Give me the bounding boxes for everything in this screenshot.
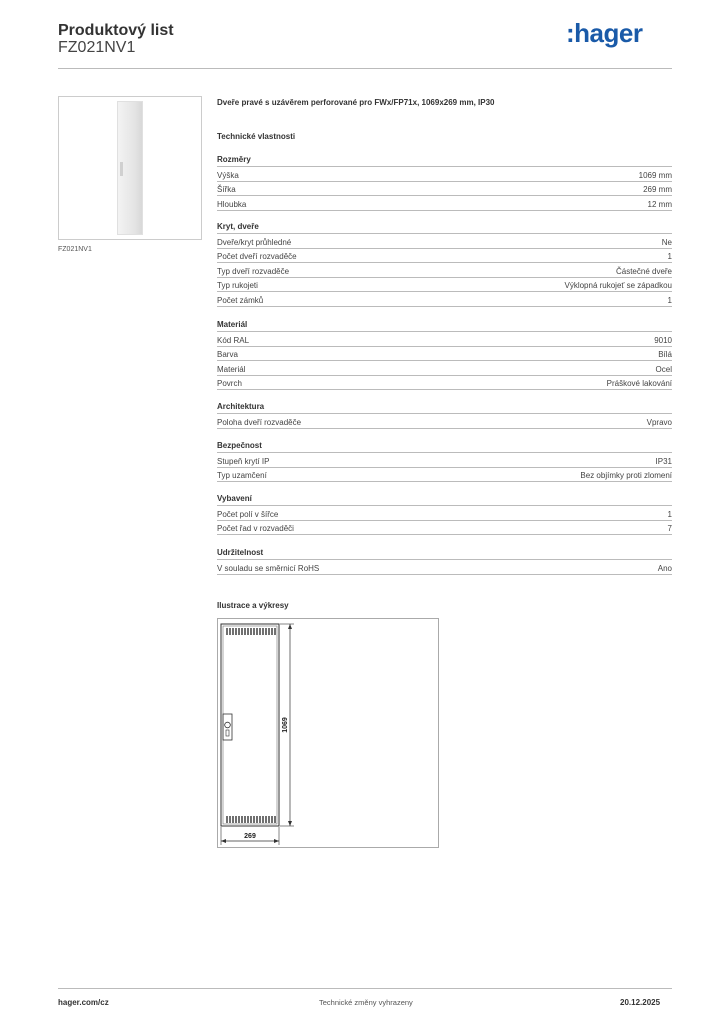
width-arrow-right	[274, 839, 279, 843]
spec-row	[217, 414, 672, 429]
door-image	[117, 101, 143, 235]
spec-value: Výklopná rukojeť se západkou	[564, 281, 672, 290]
section-equipment	[217, 494, 672, 535]
spec-label: Typ rukojeti	[217, 281, 258, 290]
section-title: Kryt, dveře	[217, 222, 672, 234]
spec-label: Poloha dveří rozvaděče	[217, 417, 302, 427]
spec-label: Typ dveří rozvaděče	[217, 266, 290, 276]
spec-row	[217, 521, 672, 536]
header-divider	[58, 68, 672, 69]
spec-value: Ano	[657, 563, 672, 573]
footer-date: 20.12.2025	[620, 998, 661, 1007]
section-title: Materiál	[217, 320, 672, 332]
spec-row	[217, 453, 672, 468]
spec-row	[217, 376, 672, 391]
spec-row	[217, 560, 672, 575]
section-material	[217, 320, 672, 390]
spec-label: Kód RAL	[217, 335, 250, 345]
page-title: Produktový list	[58, 22, 174, 39]
section-title: Rozměry	[217, 155, 672, 167]
spec-row	[217, 182, 672, 197]
footer-website-link[interactable]: hager.com/cz	[58, 998, 109, 1007]
section-sustainability	[217, 548, 672, 575]
footer-divider	[58, 988, 672, 989]
height-arrow-top	[288, 624, 292, 629]
spec-label: Hloubka	[217, 199, 247, 209]
spec-row	[217, 347, 672, 362]
spec-label: V souladu se směrnicí RoHS	[217, 563, 320, 573]
spec-row	[217, 506, 672, 521]
top-perforation	[227, 628, 275, 635]
product-code: FZ021NV1	[58, 39, 136, 56]
width-dim-label: 269	[244, 833, 256, 840]
spec-value: Částečné dveře	[615, 266, 672, 276]
illustrations-title: Ilustrace a výkresy	[217, 601, 289, 610]
spec-label: Materiál	[217, 364, 246, 374]
technical-drawing	[217, 618, 439, 848]
product-thumbnail	[58, 96, 202, 240]
spec-row	[217, 234, 672, 249]
door-drawing	[218, 619, 440, 849]
thumbnail-caption: FZ021NV1	[58, 246, 92, 253]
hager-logo[interactable]: :hager	[566, 18, 643, 48]
spec-value: Práškové lakování	[606, 379, 672, 388]
spec-label: Stupeň krytí IP	[217, 456, 270, 466]
spec-value: 1069 mm	[638, 170, 672, 180]
spec-label: Počet řad v rozvaděči	[217, 524, 294, 533]
spec-row	[217, 332, 672, 347]
spec-label: Počet zámků	[217, 295, 264, 305]
spec-value: IP31	[655, 456, 672, 466]
spec-row	[217, 361, 672, 376]
section-dimensions	[217, 155, 672, 211]
spec-row	[217, 468, 672, 483]
spec-label: Typ uzamčení	[217, 471, 267, 480]
spec-value: Vpravo	[646, 417, 672, 427]
door-inner-outline	[223, 626, 277, 824]
spec-row	[217, 167, 672, 182]
section-architecture	[217, 402, 672, 429]
tech-title: Technické vlastnosti	[217, 132, 296, 141]
width-arrow-left	[221, 839, 226, 843]
spec-label: Dveře/kryt průhledné	[217, 237, 292, 247]
spec-value: 269 mm	[643, 185, 672, 194]
spec-value: 12 mm	[647, 199, 672, 209]
footer-note: Technické změny vyhrazeny	[319, 998, 413, 1007]
spec-label: Povrch	[217, 379, 242, 388]
spec-value: 9010	[654, 335, 672, 345]
spec-label: Šířka	[217, 185, 236, 194]
section-title: Bezpečnost	[217, 441, 672, 453]
spec-label: Výška	[217, 170, 239, 180]
height-arrow-bottom	[288, 821, 292, 826]
spec-row	[217, 278, 672, 293]
lock-slot	[226, 730, 229, 736]
section-cover-door	[217, 222, 672, 307]
spec-row	[217, 249, 672, 264]
spec-value: 1	[667, 509, 672, 519]
spec-value: Bílá	[658, 350, 672, 359]
section-title: Vybavení	[217, 494, 672, 506]
spec-value: Ne	[661, 237, 672, 247]
spec-row	[217, 196, 672, 211]
lock-icon	[225, 722, 231, 728]
product-description: Dveře pravé s uzávěrem perforované pro FWx/FP71x, 1069x269 mm, IP30	[217, 98, 495, 107]
spec-value: 7	[667, 524, 672, 533]
section-title: Udržitelnost	[217, 548, 672, 560]
spec-label: Počet dveří rozvaděče	[217, 252, 297, 261]
bottom-perforation	[227, 816, 275, 823]
spec-label: Počet polí v šířce	[217, 509, 279, 519]
door-handle-image	[120, 162, 123, 176]
spec-row	[217, 292, 672, 307]
spec-label: Barva	[217, 350, 238, 359]
spec-value: 1	[667, 252, 672, 261]
spec-row	[217, 263, 672, 278]
section-safety	[217, 441, 672, 482]
height-dim-label: 1069	[282, 717, 289, 733]
spec-value: Bez objímky proti zlomení	[580, 471, 672, 480]
spec-value: Ocel	[655, 364, 672, 374]
section-title: Architektura	[217, 402, 672, 414]
spec-value: 1	[667, 295, 672, 305]
door-outline	[221, 624, 279, 826]
